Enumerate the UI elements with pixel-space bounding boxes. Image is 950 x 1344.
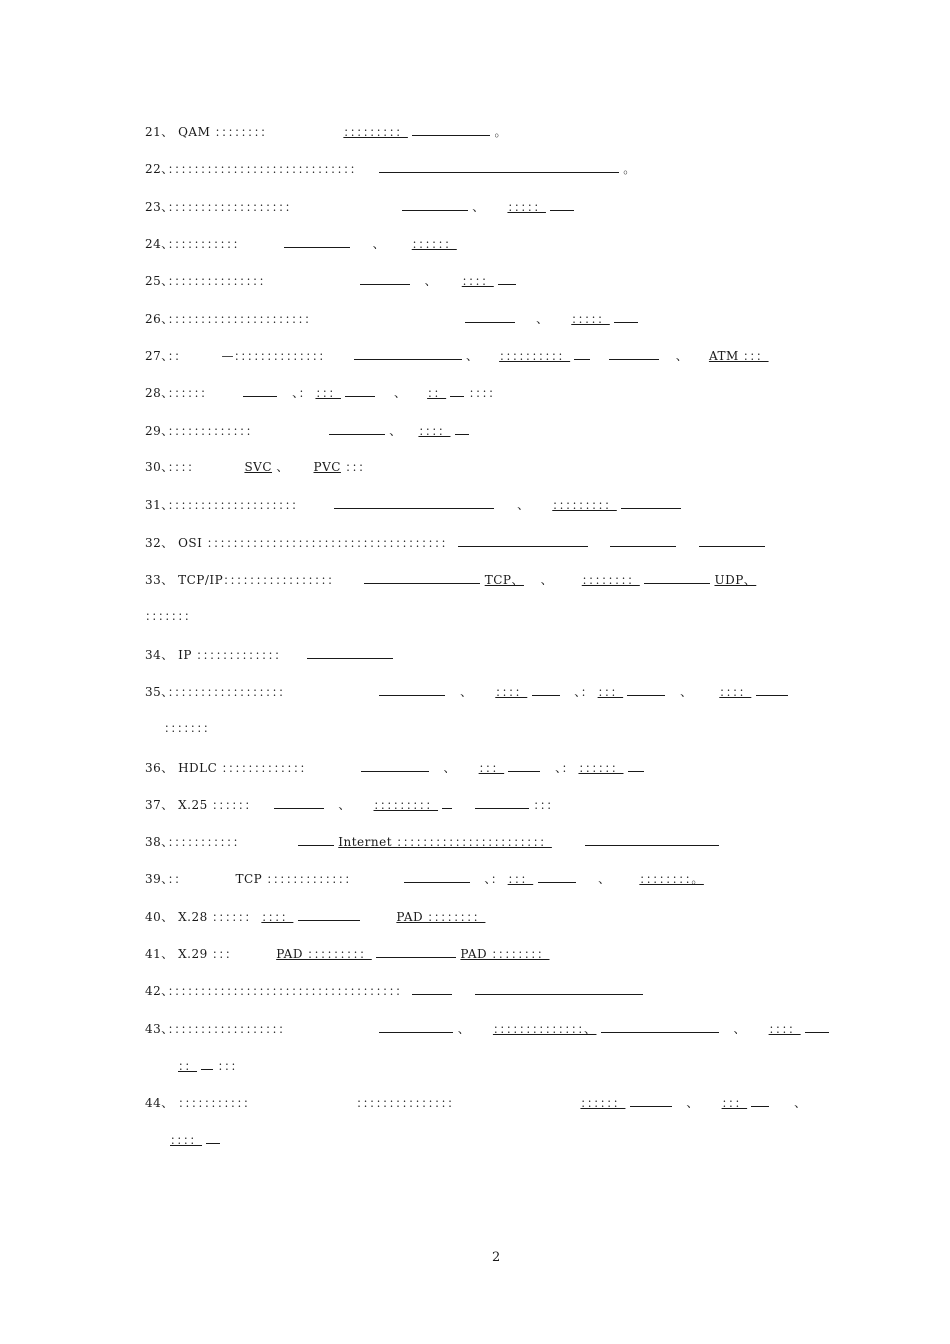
question-29 bbox=[145, 422, 469, 439]
q31-answer: ：：：：：：：：： bbox=[552, 498, 617, 512]
q27-answer2: ATM ：：： bbox=[708, 349, 769, 363]
q33-cont-text: ：：：：：：： bbox=[145, 609, 197, 623]
q26-answer: ：：：：： bbox=[571, 312, 610, 326]
q25-sep: 、 bbox=[424, 274, 438, 288]
question-38 bbox=[145, 833, 719, 850]
q23-answer: ：：：：： bbox=[507, 200, 546, 214]
q26-sep: 、 bbox=[536, 312, 549, 326]
q35-sep1: 、 bbox=[460, 685, 473, 699]
q22-end: 。 bbox=[623, 162, 636, 176]
q29-text: 29、：：：：：：：：：：：：： bbox=[145, 424, 259, 438]
q44-sep2: 、 bbox=[794, 1096, 807, 1110]
q39-sep2: 、 bbox=[598, 872, 611, 886]
q34-text: 34、 IP ：：：：：：：：：：：：： bbox=[145, 648, 287, 662]
q27-sep1: 、 bbox=[465, 349, 479, 363]
q43-cont-end: ：：： bbox=[217, 1059, 244, 1073]
question-25 bbox=[145, 272, 516, 289]
q37-answer: ：：：：：：：：： bbox=[373, 798, 439, 812]
question-21 bbox=[145, 123, 507, 140]
q43-text: 43、：：：：：：：：：：：：：：：：：： bbox=[145, 1022, 291, 1036]
q25-answer: ：：：： bbox=[461, 274, 494, 288]
question-26 bbox=[145, 310, 638, 327]
q30-text: 30、：：：： bbox=[145, 460, 200, 474]
q21-end: 。 bbox=[494, 125, 508, 139]
question-43 bbox=[145, 1020, 829, 1037]
q33-answer2: ：：：：：：：： bbox=[581, 573, 640, 587]
q38-text: 38、：：：：：：：：：：： bbox=[145, 835, 246, 849]
q40-answer2: PAD ：：：：：：：： bbox=[396, 910, 486, 924]
q41-answer1: PAD ：：：：：：：：： bbox=[276, 947, 372, 961]
q37-text: 37、 X.25 ：：：：：： bbox=[145, 798, 258, 812]
question-23 bbox=[145, 198, 574, 215]
q39-text: TCP ：：：：：：：：：：：：： bbox=[235, 872, 358, 886]
question-24 bbox=[145, 235, 457, 252]
q21-text: 21、 QAM ：：：：：：：： bbox=[145, 125, 273, 139]
question-44-cont bbox=[170, 1131, 220, 1148]
q36-answer1: ：：： bbox=[478, 761, 505, 775]
question-36 bbox=[145, 759, 644, 776]
q35-answer3: ：：：： bbox=[719, 685, 752, 699]
q35-cont-text: ：：：：：：： bbox=[164, 721, 216, 735]
q24-text: 24、：：：：：：：：：：： bbox=[145, 237, 246, 251]
q27-text: —：：：：：：：：：：：：：： bbox=[221, 349, 331, 363]
q21-answer: ：：：：：：：：： bbox=[343, 125, 408, 139]
question-41 bbox=[145, 945, 550, 962]
q26-text: 26、：：：：：：：：：：：：：：：：：：：：：： bbox=[145, 312, 317, 326]
question-33-cont bbox=[145, 608, 197, 624]
question-42 bbox=[145, 982, 643, 999]
q39-answer1: ：：： bbox=[507, 872, 534, 886]
q44-text: 44、 ：：：：：：：：：：： bbox=[145, 1096, 256, 1110]
question-22 bbox=[145, 160, 636, 177]
question-27 bbox=[145, 347, 769, 364]
q28-sep1: 、： bbox=[292, 386, 312, 400]
q30-sep: 、 bbox=[276, 460, 289, 474]
question-31 bbox=[145, 496, 681, 513]
question-44 bbox=[145, 1094, 807, 1111]
q36-sep2: 、： bbox=[555, 761, 575, 775]
q22-text: 22、：：：：：：：：：：：：：：：：：：：：：：：：：：：：： bbox=[145, 162, 363, 176]
q36-text: 36、 HDLC ：：：：：：：：：：：：： bbox=[145, 761, 313, 775]
q33-sep: 、 bbox=[540, 573, 554, 587]
q39-answer2: ：：：：：：：：。 bbox=[639, 872, 704, 886]
q33-answer3: UDP、 bbox=[714, 573, 757, 587]
q39-sep1: 、： bbox=[484, 872, 504, 886]
q40-text: 40、 X.28 ：：：：：： bbox=[145, 910, 258, 924]
question-40 bbox=[145, 908, 485, 925]
q43-sep1: 、 bbox=[457, 1022, 471, 1036]
q23-text: 23、：：：：：：：：：：：：：：：：：：： bbox=[145, 200, 298, 214]
q44-cont-answer: ：：：： bbox=[170, 1133, 203, 1147]
q28-end: ：：：： bbox=[468, 386, 501, 400]
q24-sep: 、 bbox=[372, 237, 386, 251]
q44-sep1: 、 bbox=[686, 1096, 699, 1110]
q41-text: 41、 X.29 ：：： bbox=[145, 947, 238, 961]
q37-sep: 、 bbox=[338, 798, 351, 812]
question-30 bbox=[145, 459, 371, 475]
q31-sep: 、 bbox=[517, 498, 530, 512]
q27-prefix: 27、：： bbox=[145, 349, 187, 363]
q44-answer1: ：：：：：： bbox=[580, 1096, 626, 1110]
q29-answer: ：：：： bbox=[418, 424, 451, 438]
q30-answer1: SVC bbox=[244, 460, 273, 474]
question-35-cont bbox=[164, 720, 216, 736]
q43-answer2: ：：：： bbox=[768, 1022, 801, 1036]
q24-answer: ：：：：：： bbox=[411, 237, 457, 251]
q36-sep1: 、 bbox=[443, 761, 456, 775]
q28-text: 28、：：：：：： bbox=[145, 386, 213, 400]
q39-prefix: 39、：： bbox=[145, 872, 187, 886]
q28-sep2: 、 bbox=[393, 386, 407, 400]
q44-text2: ：：：：：：：：：：：：：：： bbox=[356, 1096, 460, 1110]
question-33 bbox=[145, 571, 756, 588]
q27-sep2: 、 bbox=[675, 349, 689, 363]
question-39 bbox=[145, 870, 704, 887]
q37-end: ：：： bbox=[533, 798, 559, 812]
question-37 bbox=[145, 796, 559, 813]
q33-answer1: TCP、 bbox=[484, 573, 524, 587]
q36-answer2: ：：：：：： bbox=[578, 761, 624, 775]
q29-sep: 、 bbox=[389, 424, 402, 438]
q28-answer2: ：： bbox=[427, 386, 447, 400]
q33-text: 33、 TCP/IP：：：：：：：：：：：：：：：：： bbox=[145, 573, 340, 587]
q30-end: ：：： bbox=[345, 460, 371, 474]
q41-answer2: PAD ：：：：：：：： bbox=[460, 947, 550, 961]
question-34 bbox=[145, 646, 393, 663]
q28-answer1: ：：： bbox=[315, 386, 341, 400]
q35-text: 35、：：：：：：：：：：：：：：：：：： bbox=[145, 685, 291, 699]
question-35 bbox=[145, 683, 788, 700]
page-number: 2 bbox=[492, 1250, 501, 1265]
q31-text: 31、：：：：：：：：：：：：：：：：：：：： bbox=[145, 498, 304, 512]
q43-cont-answer: ：： bbox=[178, 1059, 198, 1073]
q42-text: 42、：：：：：：：：：：：：：：：：：：：：：：：：：：：：：：：：：：：： bbox=[145, 984, 408, 998]
q43-sep2: 、 bbox=[733, 1022, 746, 1036]
q43-answer1: ：：：：：：：：：：：：：：、 bbox=[492, 1022, 597, 1036]
q25-text: 25、：：：：：：：：：：：：：：： bbox=[145, 274, 272, 288]
question-32 bbox=[145, 534, 765, 551]
q35-sep2: 、： bbox=[574, 685, 594, 699]
q35-answer1: ：：：： bbox=[495, 685, 528, 699]
q32-text: 32、 OSI ：：：：：：：：：：：：：：：：：：：：：：：：：：：：：：：：：：：：： bbox=[145, 536, 454, 550]
q30-answer2: PVC bbox=[313, 460, 341, 474]
q35-answer2: ：：： bbox=[597, 685, 624, 699]
q27-answer1: ：：：：：：：：：： bbox=[499, 349, 571, 363]
q44-answer2: ：：： bbox=[721, 1096, 748, 1110]
q35-sep3: 、 bbox=[680, 685, 693, 699]
q40-answer: ：：：： bbox=[261, 910, 294, 924]
q38-answer: Internet ：：：：：：：：：：：：：：：：：：：：：：： bbox=[338, 835, 552, 849]
question-43-cont bbox=[178, 1057, 243, 1074]
q23-sep: 、 bbox=[472, 200, 485, 214]
question-28 bbox=[145, 384, 501, 401]
